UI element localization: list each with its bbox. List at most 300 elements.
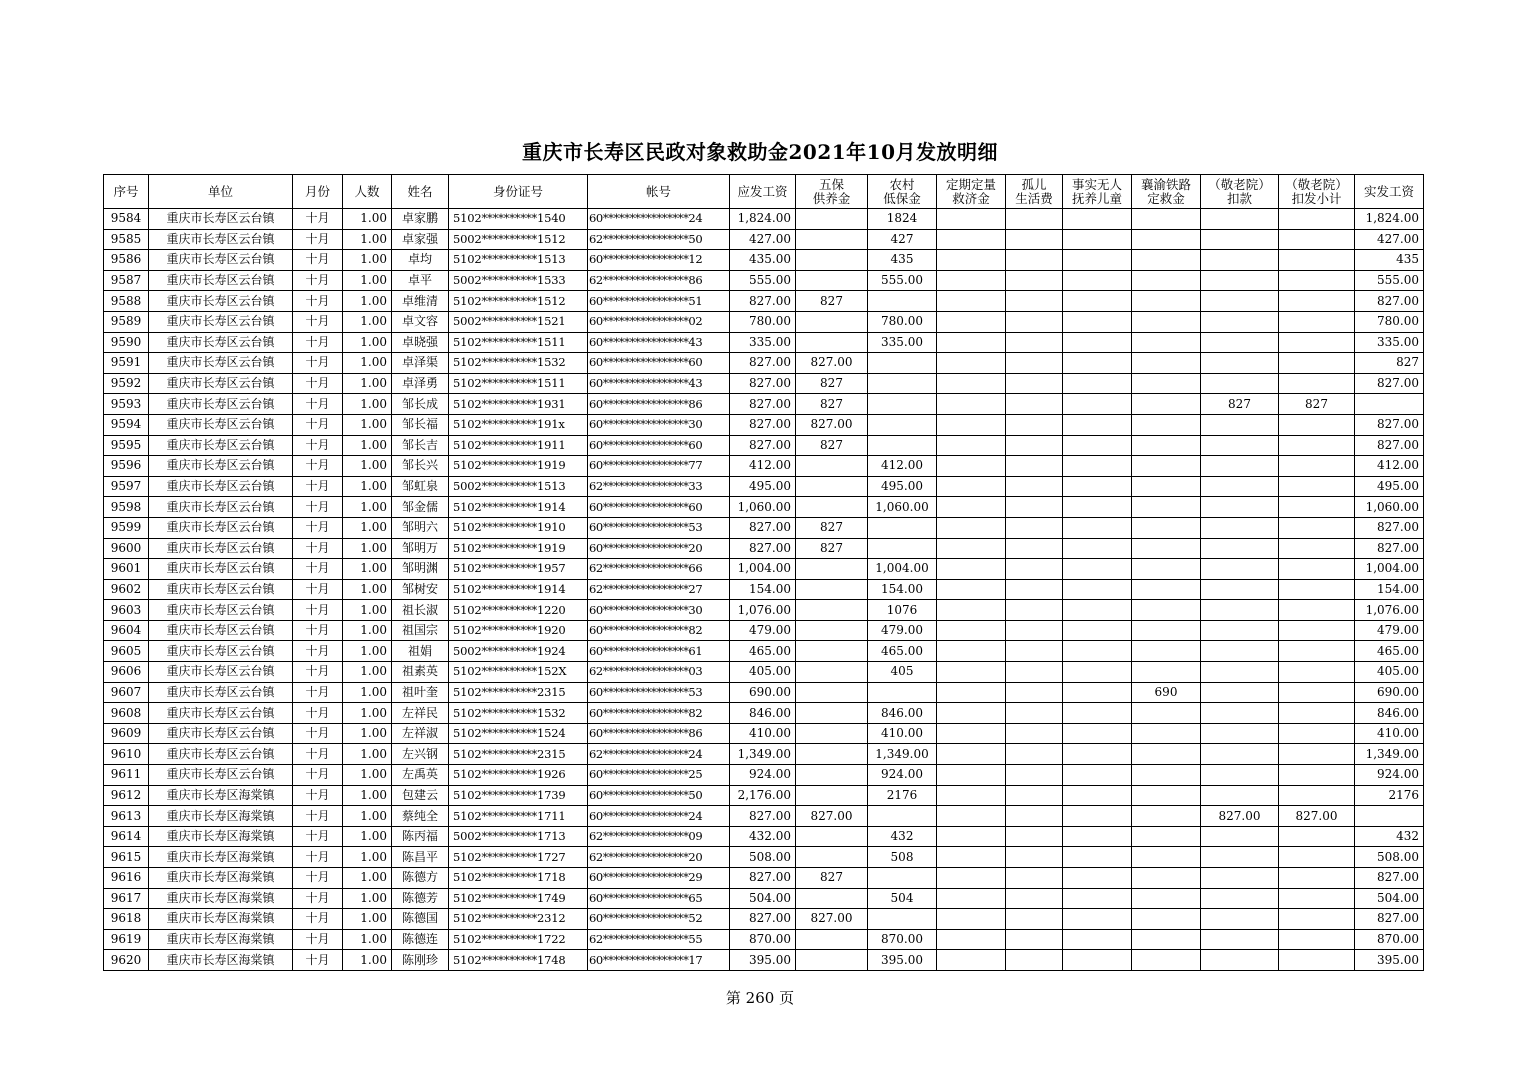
col-unattended-child-cell bbox=[1063, 456, 1132, 477]
table-row bbox=[104, 559, 1424, 580]
header-col-nursing-subtotal: （敬老院） 扣发小计 bbox=[1279, 175, 1355, 209]
col-dingqi-cell bbox=[937, 682, 1006, 703]
col-wubao-cell: 827.00 bbox=[796, 806, 868, 827]
table-row bbox=[104, 209, 1424, 230]
col-unit-cell: 重庆市长寿区云台镇 bbox=[149, 682, 293, 703]
col-nursing-deduction-cell bbox=[1201, 703, 1279, 724]
col-dingqi-cell bbox=[937, 229, 1006, 250]
col-payable-cell: 1,824.00 bbox=[730, 209, 796, 230]
relief-payment-table bbox=[103, 174, 1424, 971]
col-nursing-subtotal-cell bbox=[1279, 950, 1355, 971]
table-row bbox=[104, 682, 1424, 703]
col-id-number-cell: 5102**********1749 bbox=[449, 888, 588, 909]
col-seq-cell: 9609 bbox=[104, 723, 149, 744]
col-actual-pay-cell: 924.00 bbox=[1355, 765, 1424, 786]
col-orphan-cell bbox=[1006, 682, 1063, 703]
col-name-cell: 邹明万 bbox=[392, 538, 449, 559]
col-unit-cell: 重庆市长寿区云台镇 bbox=[149, 332, 293, 353]
col-unit-cell: 重庆市长寿区云台镇 bbox=[149, 291, 293, 312]
header-col-id-number: 身份证号 bbox=[449, 175, 588, 209]
col-unattended-child-cell bbox=[1063, 353, 1132, 374]
table-row bbox=[104, 497, 1424, 518]
col-nursing-deduction-cell bbox=[1201, 579, 1279, 600]
col-dibao-cell: 412.00 bbox=[868, 456, 937, 477]
col-seq-cell: 9619 bbox=[104, 929, 149, 950]
col-seq-cell: 9604 bbox=[104, 620, 149, 641]
col-payable-cell: 465.00 bbox=[730, 641, 796, 662]
col-id-number-cell: 5102**********1513 bbox=[449, 250, 588, 271]
col-unit-cell: 重庆市长寿区云台镇 bbox=[149, 641, 293, 662]
col-unit-cell: 重庆市长寿区云台镇 bbox=[149, 270, 293, 291]
col-unattended-child-cell bbox=[1063, 909, 1132, 930]
table-row bbox=[104, 517, 1424, 538]
col-payable-cell: 827.00 bbox=[730, 909, 796, 930]
col-wubao-cell: 827 bbox=[796, 373, 868, 394]
col-xiangyu-cell bbox=[1132, 950, 1201, 971]
col-actual-pay-cell bbox=[1355, 394, 1424, 415]
col-seq-cell: 9615 bbox=[104, 847, 149, 868]
col-account-cell: 60****************60 bbox=[588, 435, 730, 456]
col-month-cell: 十月 bbox=[293, 888, 343, 909]
col-month-cell: 十月 bbox=[293, 353, 343, 374]
col-nursing-deduction-cell bbox=[1201, 785, 1279, 806]
col-actual-pay-cell: 827.00 bbox=[1355, 909, 1424, 930]
col-nursing-deduction-cell bbox=[1201, 497, 1279, 518]
col-id-number-cell: 5102**********1711 bbox=[449, 806, 588, 827]
col-nursing-subtotal-cell bbox=[1279, 209, 1355, 230]
col-month-cell: 十月 bbox=[293, 600, 343, 621]
col-unit-cell: 重庆市长寿区海棠镇 bbox=[149, 806, 293, 827]
col-id-number-cell: 5102**********1914 bbox=[449, 497, 588, 518]
col-dingqi-cell bbox=[937, 929, 1006, 950]
col-seq-cell: 9617 bbox=[104, 888, 149, 909]
col-seq-cell: 9596 bbox=[104, 456, 149, 477]
col-dibao-cell: 395.00 bbox=[868, 950, 937, 971]
col-xiangyu-cell bbox=[1132, 291, 1201, 312]
col-nursing-deduction-cell bbox=[1201, 332, 1279, 353]
col-xiangyu-cell bbox=[1132, 641, 1201, 662]
col-nursing-subtotal-cell bbox=[1279, 826, 1355, 847]
col-month-cell: 十月 bbox=[293, 250, 343, 271]
col-dingqi-cell bbox=[937, 209, 1006, 230]
col-unattended-child-cell bbox=[1063, 785, 1132, 806]
col-orphan-cell bbox=[1006, 600, 1063, 621]
col-count-cell: 1.00 bbox=[343, 332, 392, 353]
col-orphan-cell bbox=[1006, 806, 1063, 827]
col-unattended-child-cell bbox=[1063, 620, 1132, 641]
col-payable-cell: 508.00 bbox=[730, 847, 796, 868]
col-name-cell: 卓均 bbox=[392, 250, 449, 271]
col-nursing-deduction-cell bbox=[1201, 517, 1279, 538]
col-count-cell: 1.00 bbox=[343, 662, 392, 683]
col-nursing-deduction-cell bbox=[1201, 414, 1279, 435]
col-name-cell: 包建云 bbox=[392, 785, 449, 806]
col-wubao-cell bbox=[796, 723, 868, 744]
col-count-cell: 1.00 bbox=[343, 538, 392, 559]
col-xiangyu-cell bbox=[1132, 270, 1201, 291]
col-account-cell: 60****************82 bbox=[588, 620, 730, 641]
col-seq-cell: 9610 bbox=[104, 744, 149, 765]
table-row bbox=[104, 311, 1424, 332]
col-wubao-cell: 827 bbox=[796, 517, 868, 538]
col-unattended-child-cell bbox=[1063, 250, 1132, 271]
col-payable-cell: 827.00 bbox=[730, 538, 796, 559]
col-count-cell: 1.00 bbox=[343, 311, 392, 332]
col-account-cell: 60****************24 bbox=[588, 806, 730, 827]
col-actual-pay-cell: 846.00 bbox=[1355, 703, 1424, 724]
col-dibao-cell: 479.00 bbox=[868, 620, 937, 641]
col-nursing-deduction-cell bbox=[1201, 476, 1279, 497]
col-id-number-cell: 5102**********1722 bbox=[449, 929, 588, 950]
col-count-cell: 1.00 bbox=[343, 888, 392, 909]
col-id-number-cell: 5102**********1920 bbox=[449, 620, 588, 641]
col-wubao-cell bbox=[796, 559, 868, 580]
col-account-cell: 60****************43 bbox=[588, 373, 730, 394]
col-name-cell: 卓家强 bbox=[392, 229, 449, 250]
col-xiangyu-cell bbox=[1132, 888, 1201, 909]
col-wubao-cell: 827.00 bbox=[796, 414, 868, 435]
col-wubao-cell bbox=[796, 456, 868, 477]
col-name-cell: 左祥民 bbox=[392, 703, 449, 724]
col-unit-cell: 重庆市长寿区云台镇 bbox=[149, 723, 293, 744]
header-col-nursing-deduction: （敬老院） 扣款 bbox=[1201, 175, 1279, 209]
col-name-cell: 左祥淑 bbox=[392, 723, 449, 744]
col-unit-cell: 重庆市长寿区云台镇 bbox=[149, 209, 293, 230]
col-name-cell: 卓泽渠 bbox=[392, 353, 449, 374]
table-row bbox=[104, 456, 1424, 477]
col-account-cell: 60****************53 bbox=[588, 682, 730, 703]
col-dingqi-cell bbox=[937, 600, 1006, 621]
col-nursing-subtotal-cell bbox=[1279, 435, 1355, 456]
col-account-cell: 62****************24 bbox=[588, 744, 730, 765]
col-count-cell: 1.00 bbox=[343, 641, 392, 662]
col-wubao-cell bbox=[796, 600, 868, 621]
col-dingqi-cell bbox=[937, 868, 1006, 889]
col-count-cell: 1.00 bbox=[343, 559, 392, 580]
col-nursing-deduction-cell bbox=[1201, 744, 1279, 765]
col-wubao-cell bbox=[796, 765, 868, 786]
col-nursing-deduction-cell bbox=[1201, 270, 1279, 291]
col-name-cell: 邹明六 bbox=[392, 517, 449, 538]
col-dibao-cell: 924.00 bbox=[868, 765, 937, 786]
table-row bbox=[104, 641, 1424, 662]
col-dibao-cell: 504 bbox=[868, 888, 937, 909]
col-nursing-subtotal-cell bbox=[1279, 620, 1355, 641]
col-dibao-cell: 495.00 bbox=[868, 476, 937, 497]
col-actual-pay-cell: 2176 bbox=[1355, 785, 1424, 806]
col-wubao-cell bbox=[796, 826, 868, 847]
col-dingqi-cell bbox=[937, 250, 1006, 271]
col-month-cell: 十月 bbox=[293, 538, 343, 559]
col-id-number-cell: 5102**********1919 bbox=[449, 456, 588, 477]
col-nursing-subtotal-cell bbox=[1279, 682, 1355, 703]
col-wubao-cell bbox=[796, 929, 868, 950]
col-actual-pay-cell: 1,004.00 bbox=[1355, 559, 1424, 580]
col-payable-cell: 827.00 bbox=[730, 868, 796, 889]
col-actual-pay-cell: 1,060.00 bbox=[1355, 497, 1424, 518]
col-unit-cell: 重庆市长寿区云台镇 bbox=[149, 744, 293, 765]
col-unattended-child-cell bbox=[1063, 270, 1132, 291]
header-col-payable: 应发工资 bbox=[730, 175, 796, 209]
col-unattended-child-cell bbox=[1063, 703, 1132, 724]
col-id-number-cell: 5102**********1727 bbox=[449, 847, 588, 868]
col-seq-cell: 9603 bbox=[104, 600, 149, 621]
col-month-cell: 十月 bbox=[293, 559, 343, 580]
col-month-cell: 十月 bbox=[293, 291, 343, 312]
col-dingqi-cell bbox=[937, 332, 1006, 353]
col-account-cell: 62****************50 bbox=[588, 229, 730, 250]
col-dingqi-cell bbox=[937, 291, 1006, 312]
col-nursing-deduction-cell bbox=[1201, 950, 1279, 971]
col-orphan-cell bbox=[1006, 559, 1063, 580]
col-account-cell: 60****************30 bbox=[588, 414, 730, 435]
col-unattended-child-cell bbox=[1063, 209, 1132, 230]
col-account-cell: 60****************52 bbox=[588, 909, 730, 930]
col-count-cell: 1.00 bbox=[343, 847, 392, 868]
col-unit-cell: 重庆市长寿区云台镇 bbox=[149, 373, 293, 394]
header-col-dingqi: 定期定量 救济金 bbox=[937, 175, 1006, 209]
col-account-cell: 60****************02 bbox=[588, 311, 730, 332]
col-count-cell: 1.00 bbox=[343, 414, 392, 435]
col-seq-cell: 9611 bbox=[104, 765, 149, 786]
col-name-cell: 左兴钢 bbox=[392, 744, 449, 765]
col-wubao-cell: 827 bbox=[796, 435, 868, 456]
col-dingqi-cell bbox=[937, 765, 1006, 786]
col-orphan-cell bbox=[1006, 229, 1063, 250]
col-unattended-child-cell bbox=[1063, 662, 1132, 683]
col-count-cell: 1.00 bbox=[343, 250, 392, 271]
table-row bbox=[104, 373, 1424, 394]
col-nursing-deduction-cell bbox=[1201, 662, 1279, 683]
col-payable-cell: 427.00 bbox=[730, 229, 796, 250]
col-unit-cell: 重庆市长寿区云台镇 bbox=[149, 620, 293, 641]
col-payable-cell: 827.00 bbox=[730, 414, 796, 435]
col-unattended-child-cell bbox=[1063, 826, 1132, 847]
col-name-cell: 陈刚珍 bbox=[392, 950, 449, 971]
col-count-cell: 1.00 bbox=[343, 929, 392, 950]
col-count-cell: 1.00 bbox=[343, 209, 392, 230]
col-nursing-deduction-cell bbox=[1201, 435, 1279, 456]
col-seq-cell: 9605 bbox=[104, 641, 149, 662]
col-unit-cell: 重庆市长寿区云台镇 bbox=[149, 476, 293, 497]
col-count-cell: 1.00 bbox=[343, 291, 392, 312]
col-id-number-cell: 5102**********1739 bbox=[449, 785, 588, 806]
col-nursing-subtotal-cell bbox=[1279, 476, 1355, 497]
col-dibao-cell bbox=[868, 373, 937, 394]
col-actual-pay-cell: 395.00 bbox=[1355, 950, 1424, 971]
col-unit-cell: 重庆市长寿区云台镇 bbox=[149, 250, 293, 271]
col-seq-cell: 9616 bbox=[104, 868, 149, 889]
table-row bbox=[104, 806, 1424, 827]
col-xiangyu-cell bbox=[1132, 785, 1201, 806]
col-wubao-cell: 827.00 bbox=[796, 909, 868, 930]
col-id-number-cell: 5102**********1957 bbox=[449, 559, 588, 580]
header-col-name: 姓名 bbox=[392, 175, 449, 209]
col-account-cell: 60****************86 bbox=[588, 394, 730, 415]
col-id-number-cell: 5102**********1911 bbox=[449, 435, 588, 456]
col-payable-cell: 846.00 bbox=[730, 703, 796, 724]
col-nursing-subtotal-cell bbox=[1279, 373, 1355, 394]
col-id-number-cell: 5002**********1521 bbox=[449, 311, 588, 332]
header-col-unattended-child: 事实无人 抚养儿童 bbox=[1063, 175, 1132, 209]
col-nursing-subtotal-cell bbox=[1279, 270, 1355, 291]
col-actual-pay-cell: 335.00 bbox=[1355, 332, 1424, 353]
col-unattended-child-cell bbox=[1063, 373, 1132, 394]
col-orphan-cell bbox=[1006, 620, 1063, 641]
col-payable-cell: 827.00 bbox=[730, 435, 796, 456]
table-row bbox=[104, 414, 1424, 435]
col-month-cell: 十月 bbox=[293, 868, 343, 889]
col-xiangyu-cell bbox=[1132, 744, 1201, 765]
col-id-number-cell: 5102**********1511 bbox=[449, 332, 588, 353]
col-seq-cell: 9587 bbox=[104, 270, 149, 291]
col-wubao-cell: 827 bbox=[796, 394, 868, 415]
col-month-cell: 十月 bbox=[293, 476, 343, 497]
col-month-cell: 十月 bbox=[293, 847, 343, 868]
col-month-cell: 十月 bbox=[293, 311, 343, 332]
col-seq-cell: 9614 bbox=[104, 826, 149, 847]
col-payable-cell: 410.00 bbox=[730, 723, 796, 744]
col-wubao-cell: 827 bbox=[796, 538, 868, 559]
col-name-cell: 祖娟 bbox=[392, 641, 449, 662]
col-id-number-cell: 5102**********1512 bbox=[449, 291, 588, 312]
col-unit-cell: 重庆市长寿区海棠镇 bbox=[149, 929, 293, 950]
col-orphan-cell bbox=[1006, 291, 1063, 312]
col-count-cell: 1.00 bbox=[343, 600, 392, 621]
col-unit-cell: 重庆市长寿区云台镇 bbox=[149, 456, 293, 477]
col-dingqi-cell bbox=[937, 703, 1006, 724]
col-month-cell: 十月 bbox=[293, 765, 343, 786]
col-unit-cell: 重庆市长寿区云台镇 bbox=[149, 517, 293, 538]
col-account-cell: 60****************60 bbox=[588, 353, 730, 374]
col-account-cell: 60****************43 bbox=[588, 332, 730, 353]
col-nursing-subtotal-cell bbox=[1279, 703, 1355, 724]
col-account-cell: 62****************09 bbox=[588, 826, 730, 847]
col-payable-cell: 827.00 bbox=[730, 291, 796, 312]
col-payable-cell: 412.00 bbox=[730, 456, 796, 477]
col-dibao-cell: 1,349.00 bbox=[868, 744, 937, 765]
col-nursing-deduction-cell bbox=[1201, 353, 1279, 374]
col-dibao-cell bbox=[868, 353, 937, 374]
col-month-cell: 十月 bbox=[293, 229, 343, 250]
col-payable-cell: 495.00 bbox=[730, 476, 796, 497]
col-seq-cell: 9589 bbox=[104, 311, 149, 332]
col-payable-cell: 870.00 bbox=[730, 929, 796, 950]
col-id-number-cell: 5102**********2315 bbox=[449, 682, 588, 703]
col-unit-cell: 重庆市长寿区云台镇 bbox=[149, 394, 293, 415]
col-seq-cell: 9586 bbox=[104, 250, 149, 271]
col-dibao-cell: 1,004.00 bbox=[868, 559, 937, 580]
col-unit-cell: 重庆市长寿区云台镇 bbox=[149, 559, 293, 580]
col-xiangyu-cell bbox=[1132, 517, 1201, 538]
col-xiangyu-cell: 690 bbox=[1132, 682, 1201, 703]
col-nursing-deduction-cell bbox=[1201, 765, 1279, 786]
col-actual-pay-cell: 555.00 bbox=[1355, 270, 1424, 291]
col-dingqi-cell bbox=[937, 723, 1006, 744]
col-dingqi-cell bbox=[937, 517, 1006, 538]
col-orphan-cell bbox=[1006, 868, 1063, 889]
col-payable-cell: 432.00 bbox=[730, 826, 796, 847]
table-row bbox=[104, 394, 1424, 415]
col-name-cell: 邹明渊 bbox=[392, 559, 449, 580]
col-nursing-subtotal-cell bbox=[1279, 929, 1355, 950]
col-payable-cell: 827.00 bbox=[730, 806, 796, 827]
col-count-cell: 1.00 bbox=[343, 476, 392, 497]
col-dingqi-cell bbox=[937, 950, 1006, 971]
col-name-cell: 祖叶奎 bbox=[392, 682, 449, 703]
col-actual-pay-cell: 154.00 bbox=[1355, 579, 1424, 600]
col-dibao-cell: 335.00 bbox=[868, 332, 937, 353]
col-actual-pay-cell: 412.00 bbox=[1355, 456, 1424, 477]
col-nursing-deduction-cell bbox=[1201, 826, 1279, 847]
col-id-number-cell: 5102**********2312 bbox=[449, 909, 588, 930]
col-payable-cell: 827.00 bbox=[730, 373, 796, 394]
col-xiangyu-cell bbox=[1132, 414, 1201, 435]
col-id-number-cell: 5002**********1533 bbox=[449, 270, 588, 291]
col-month-cell: 十月 bbox=[293, 209, 343, 230]
col-unit-cell: 重庆市长寿区海棠镇 bbox=[149, 888, 293, 909]
col-xiangyu-cell bbox=[1132, 703, 1201, 724]
col-id-number-cell: 5102**********1718 bbox=[449, 868, 588, 889]
col-seq-cell: 9620 bbox=[104, 950, 149, 971]
col-dingqi-cell bbox=[937, 394, 1006, 415]
col-seq-cell: 9590 bbox=[104, 332, 149, 353]
col-dibao-cell: 154.00 bbox=[868, 579, 937, 600]
table-row bbox=[104, 662, 1424, 683]
col-actual-pay-cell: 479.00 bbox=[1355, 620, 1424, 641]
col-wubao-cell: 827 bbox=[796, 868, 868, 889]
col-wubao-cell bbox=[796, 950, 868, 971]
col-orphan-cell bbox=[1006, 250, 1063, 271]
col-id-number-cell: 5002**********1924 bbox=[449, 641, 588, 662]
col-actual-pay-cell: 827.00 bbox=[1355, 868, 1424, 889]
col-month-cell: 十月 bbox=[293, 497, 343, 518]
col-nursing-subtotal-cell bbox=[1279, 888, 1355, 909]
col-id-number-cell: 5102**********1926 bbox=[449, 765, 588, 786]
col-dibao-cell: 1824 bbox=[868, 209, 937, 230]
col-nursing-subtotal-cell bbox=[1279, 456, 1355, 477]
col-unit-cell: 重庆市长寿区海棠镇 bbox=[149, 785, 293, 806]
col-nursing-subtotal-cell bbox=[1279, 847, 1355, 868]
col-xiangyu-cell bbox=[1132, 929, 1201, 950]
col-unattended-child-cell bbox=[1063, 517, 1132, 538]
col-unattended-child-cell bbox=[1063, 744, 1132, 765]
col-xiangyu-cell bbox=[1132, 209, 1201, 230]
col-payable-cell: 1,060.00 bbox=[730, 497, 796, 518]
col-xiangyu-cell bbox=[1132, 909, 1201, 930]
col-orphan-cell bbox=[1006, 456, 1063, 477]
col-name-cell: 邹长吉 bbox=[392, 435, 449, 456]
col-nursing-subtotal-cell bbox=[1279, 868, 1355, 889]
col-name-cell: 陈德方 bbox=[392, 868, 449, 889]
col-dibao-cell: 846.00 bbox=[868, 703, 937, 724]
col-nursing-deduction-cell bbox=[1201, 559, 1279, 580]
col-nursing-deduction-cell bbox=[1201, 868, 1279, 889]
col-unit-cell: 重庆市长寿区海棠镇 bbox=[149, 950, 293, 971]
col-unattended-child-cell bbox=[1063, 723, 1132, 744]
col-nursing-subtotal-cell bbox=[1279, 497, 1355, 518]
col-id-number-cell: 5102**********1919 bbox=[449, 538, 588, 559]
col-name-cell: 祖素英 bbox=[392, 662, 449, 683]
col-payable-cell: 2,176.00 bbox=[730, 785, 796, 806]
col-dingqi-cell bbox=[937, 373, 1006, 394]
col-id-number-cell: 5002**********1512 bbox=[449, 229, 588, 250]
col-xiangyu-cell bbox=[1132, 373, 1201, 394]
col-xiangyu-cell bbox=[1132, 559, 1201, 580]
col-unattended-child-cell bbox=[1063, 929, 1132, 950]
col-payable-cell: 395.00 bbox=[730, 950, 796, 971]
col-nursing-deduction-cell: 827.00 bbox=[1201, 806, 1279, 827]
